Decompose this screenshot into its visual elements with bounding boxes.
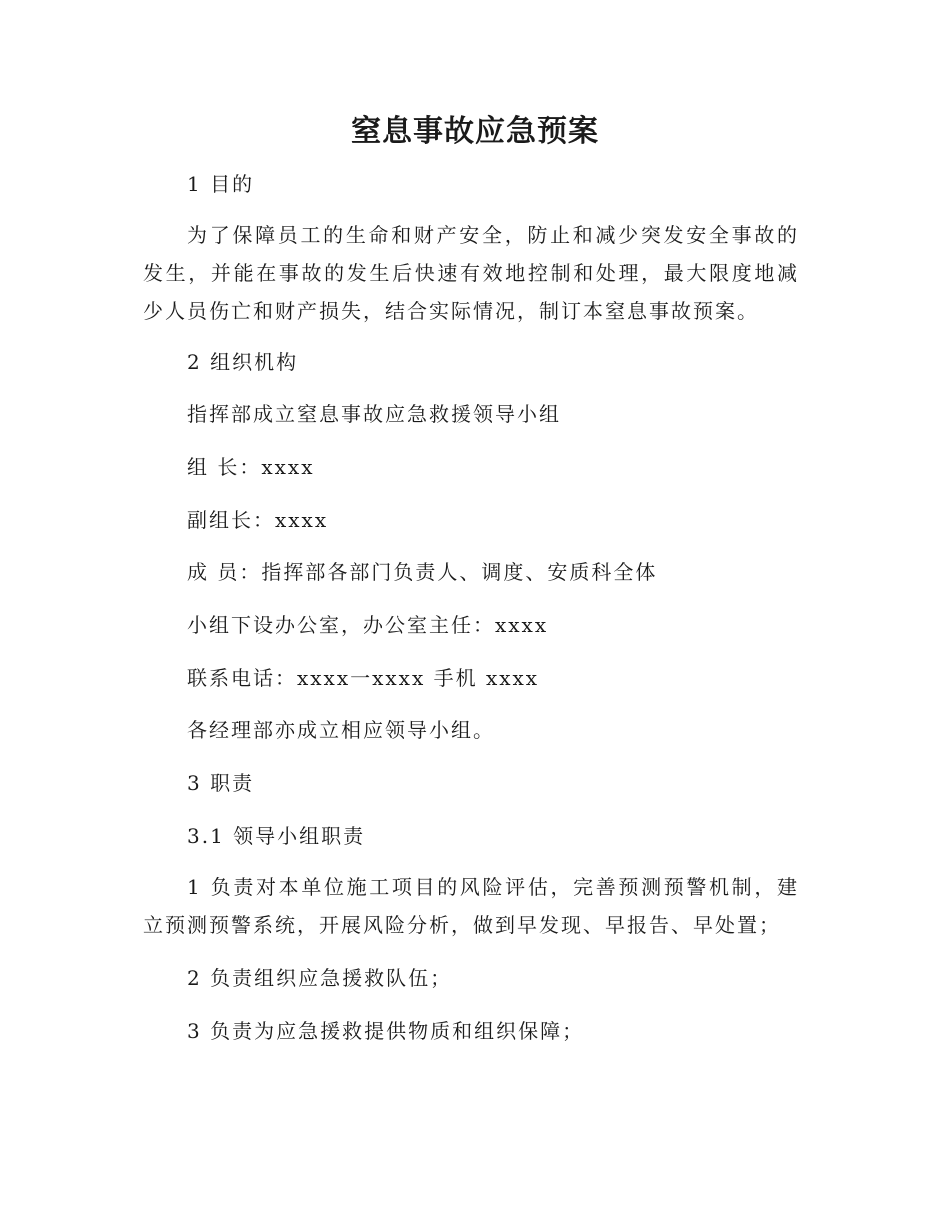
subsection-heading-leadership-duties: 3.1 领导小组职责: [187, 824, 366, 848]
org-intro-text: 指挥部成立窒息事故应急救援领导小组: [187, 402, 561, 426]
duty-item-3: 3 负责为应急援救提供物质和组织保障；: [187, 1019, 585, 1043]
contact-line: 联系电话：xxxx一xxxx 手机 xxxx: [187, 666, 540, 690]
branch-note-line: 各经理部亦成立相应领导小组。: [187, 718, 495, 742]
section-heading-duties: 3 职责: [187, 771, 255, 795]
section-heading-purpose: 1 目的: [187, 172, 255, 196]
document-title: 窒息事故应急预案: [351, 114, 599, 149]
leader-line: 组 长：xxxx: [187, 455, 315, 479]
section-heading-organization: 2 组织机构: [187, 350, 299, 374]
office-line: 小组下设办公室，办公室主任：xxxx: [187, 613, 549, 637]
purpose-paragraph: 为了保障员工的生命和财产安全，防止和减少突发安全事故的发生，并能在事故的发生后快速有效地控制和处理，最大限度地减少人员伤亡和财产损失，结合实际情况，制订本窒息事故预案。: [143, 223, 799, 323]
deputy-leader-line: 副组长：xxxx: [187, 508, 329, 532]
members-line: 成 员：指挥部各部门负责人、调度、安质科全体: [187, 560, 658, 584]
duty-item-1: 1 负责对本单位施工项目的风险评估，完善预测预警机制，建立预测预警系统，开展风险分析，做到早发现、早报告、早处置；: [143, 875, 799, 937]
duty-item-2: 2 负责组织应急援救队伍；: [187, 966, 453, 990]
